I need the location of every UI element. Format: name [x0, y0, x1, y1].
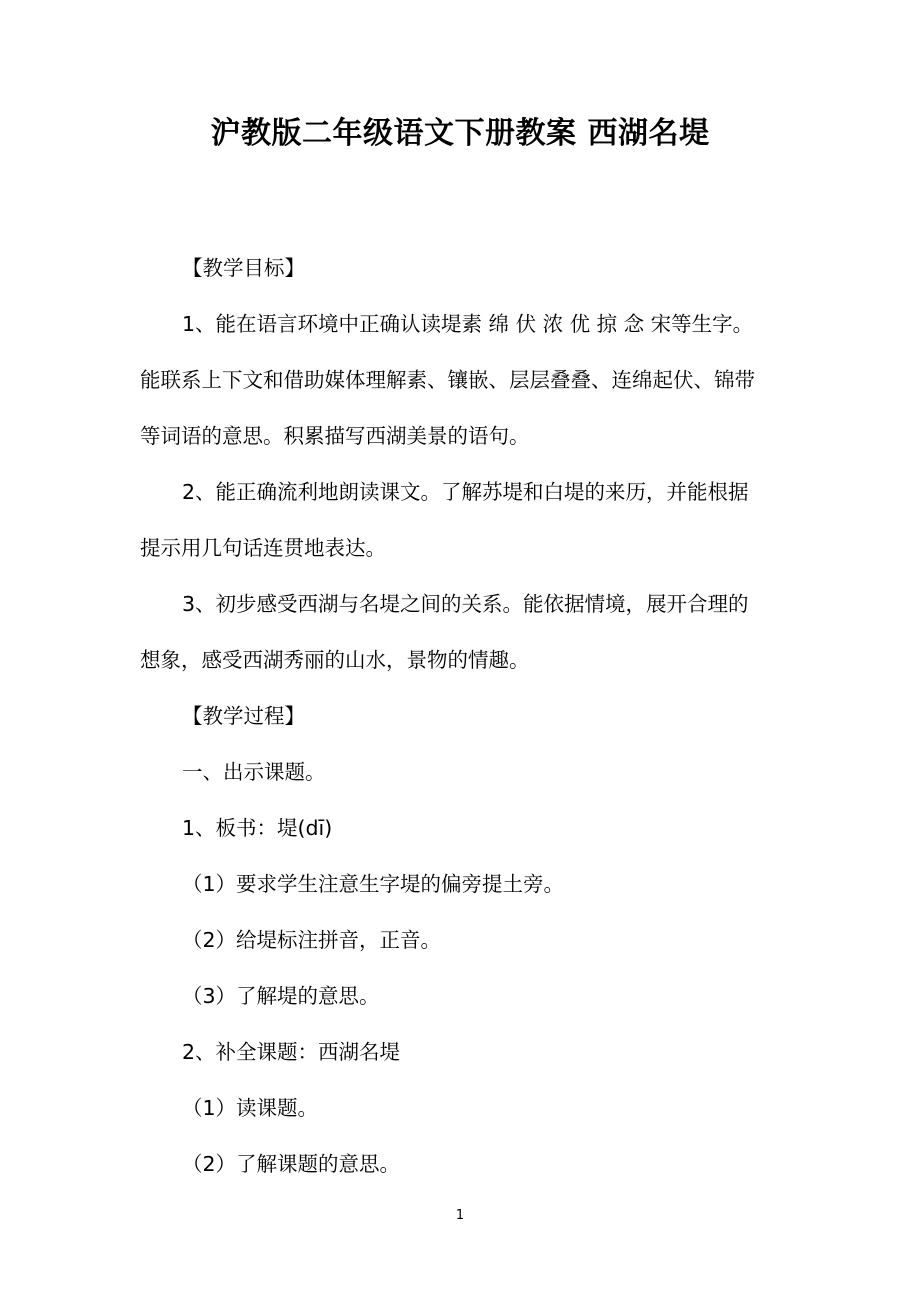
section-heading-objectives: 【教学目标】 — [182, 256, 305, 280]
paragraph-line: 1、能在语言环境中正确认读堤素 绵 伏 浓 优 掠 念 宋等生字。 — [182, 312, 754, 336]
paragraph-line: 提示用几句话连贯地表达。 — [140, 536, 386, 560]
paragraph-line: 2、能正确流利地朗读课文。了解苏堤和白堤的来历，并能根据 — [182, 480, 749, 504]
paragraph-line: 1、板书：堤(dī) — [182, 816, 333, 840]
document-title: 沪教版二年级语文下册教案 西湖名堤 — [210, 116, 710, 151]
section-heading-process: 【教学过程】 — [182, 704, 305, 728]
paragraph-line: 3、初步感受西湖与名堤之间的关系。能依据情境，展开合理的 — [182, 592, 749, 616]
paragraph-line: （2）了解课题的意思。 — [182, 1152, 401, 1176]
paragraph-line: 2、补全课题：西湖名堤 — [182, 1040, 401, 1064]
paragraph-line: 一、出示课题。 — [182, 760, 326, 784]
paragraph-line: （1）要求学生注意生字堤的偏旁提土旁。 — [182, 872, 565, 896]
paragraph-line: （2）给堤标注拼音，正音。 — [182, 928, 442, 952]
paragraph-line: 想象，感受西湖秀丽的山水，景物的情趣。 — [140, 648, 530, 672]
paragraph-line: 能联系上下文和借助媒体理解素、镶嵌、层层叠叠、连绵起伏、锦带 — [140, 368, 755, 392]
paragraph-line: （1）读课题。 — [182, 1096, 319, 1120]
paragraph-line: （3）了解堤的意思。 — [182, 984, 380, 1008]
paragraph-line: 等词语的意思。积累描写西湖美景的语句。 — [140, 424, 530, 448]
page-number: 1 — [455, 1208, 465, 1223]
document-body — [140, 240, 788, 1192]
